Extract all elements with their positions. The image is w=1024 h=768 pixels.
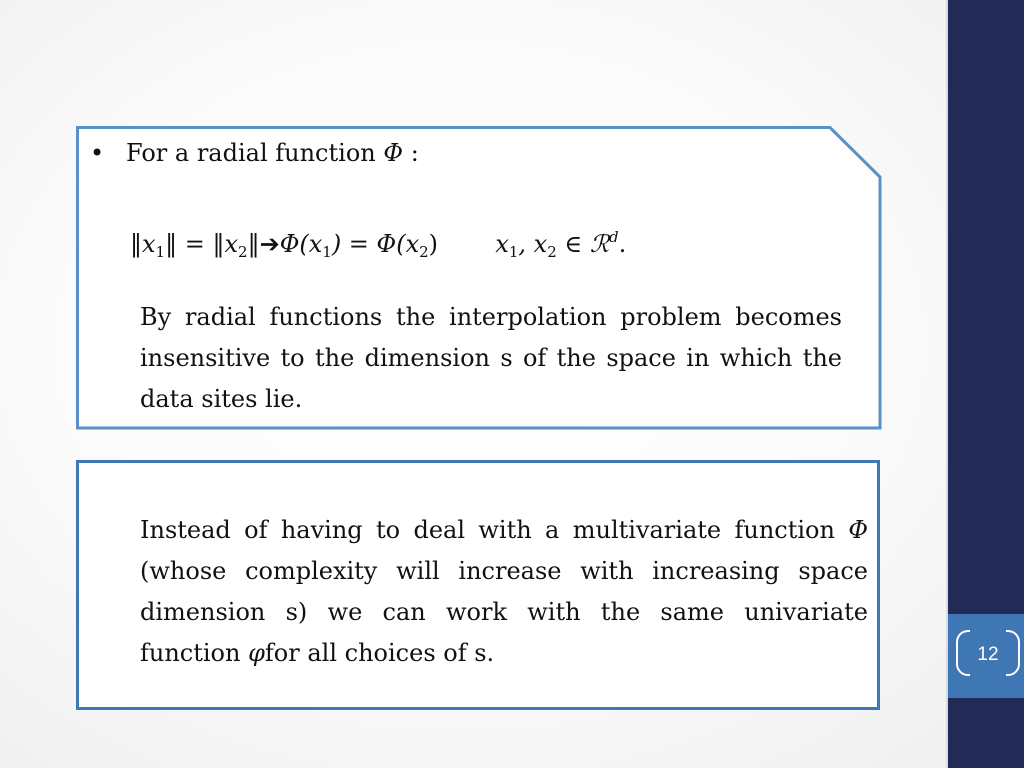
phi-lhs-sub: 1 [322, 243, 332, 261]
norm-x2-sub: 2 [238, 243, 248, 261]
phi-rhs-sub: 2 [419, 243, 429, 261]
norm-x2: ‖x [212, 230, 239, 258]
page-number: 12 [977, 644, 999, 665]
univariate-text-1: Instead of having to deal with a multivariate function [140, 516, 835, 544]
bullet-line [126, 138, 419, 168]
vars-x1: x [495, 230, 509, 258]
univariate-text-2: (whose complexity will increase with increasing space dimension s) we can work with the same univariate function [140, 557, 868, 667]
space-symbol: ℛ [589, 230, 609, 258]
phi-symbol-2: Φ [848, 516, 869, 544]
radial-formula [130, 220, 627, 261]
implies-arrow-icon: ➔ [259, 230, 280, 258]
univariate-paragraph [140, 510, 868, 674]
univariate-text-3: for all choices of s. [264, 639, 495, 667]
norm-close-eq: ‖ = [165, 230, 205, 258]
bullet-text: For a radial function [126, 139, 376, 167]
phi-symbol: Φ [383, 139, 404, 167]
phi-close: ) [428, 230, 439, 258]
element-of-symbol: ∈ [564, 230, 583, 258]
norm-x1: ‖x [130, 230, 156, 258]
vars-x2: , x [518, 230, 548, 258]
vars-x1-sub: 1 [508, 243, 519, 261]
space-dimension-sup: d [608, 228, 619, 246]
formula-period: . [618, 230, 627, 258]
varphi-symbol: φ [248, 639, 265, 667]
norm-close: ‖ [247, 230, 260, 258]
bullet-icon: • [90, 139, 105, 167]
phi-mid: ) = Φ(x [331, 230, 420, 258]
vars-x2-sub: 2 [547, 243, 557, 261]
bullet-colon: : [410, 139, 419, 167]
norm-x1-sub: 1 [155, 243, 166, 261]
phi-lhs: Φ(x [279, 230, 323, 258]
radial-paragraph: By radial functions the interpolation problem becomes insensitive to the dimension s of the space in which the data sites lie. [140, 303, 842, 413]
